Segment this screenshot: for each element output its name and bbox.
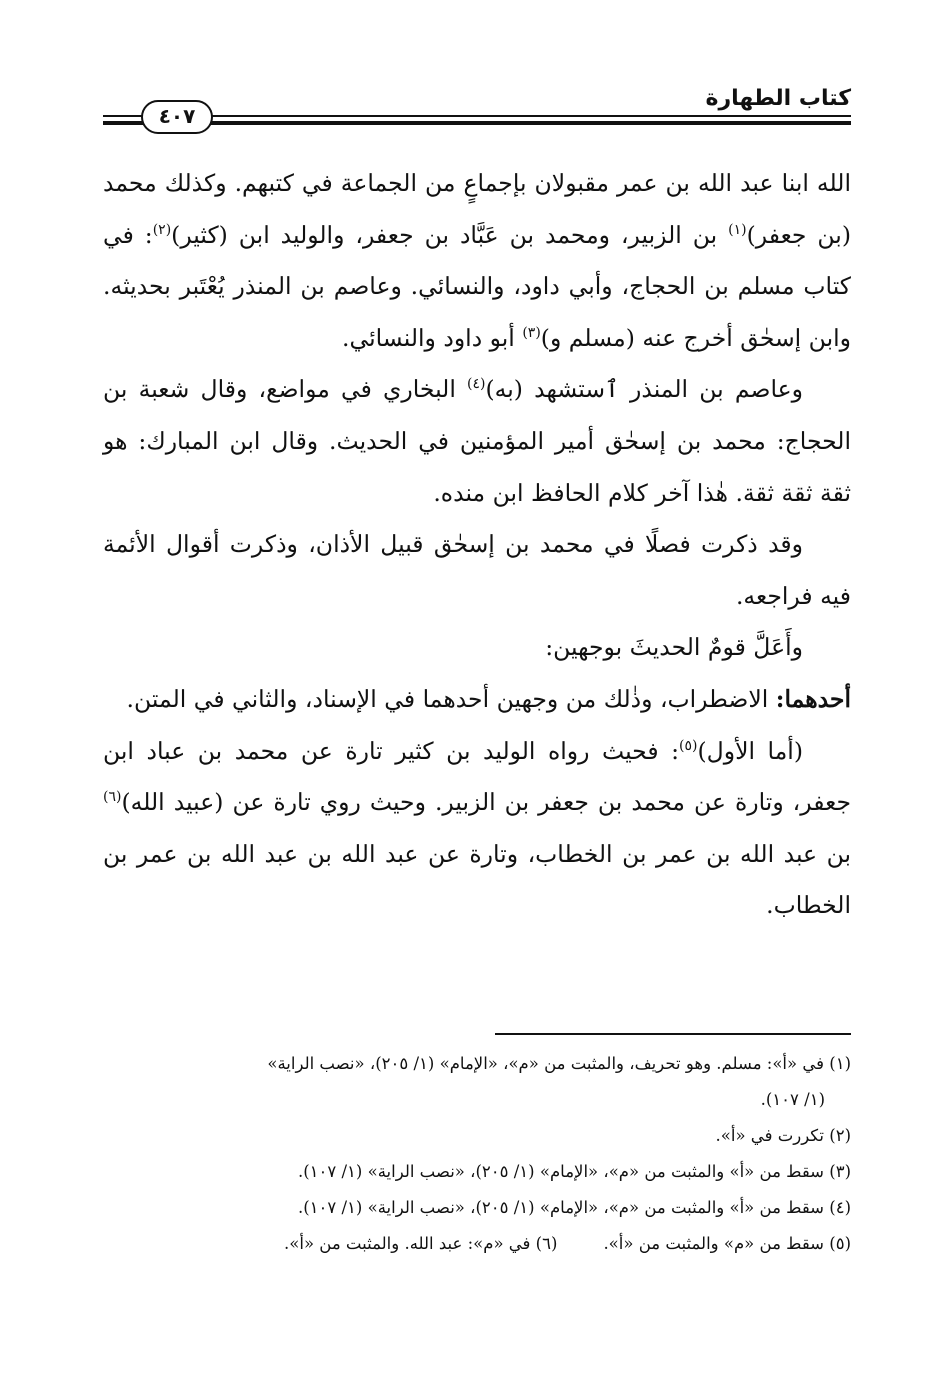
- footnote-6: (٦) في «م»: عبد الله. والمثبت من «أ».: [284, 1234, 558, 1253]
- footnotes: [103, 1046, 851, 1262]
- footnote-separator: [495, 1033, 851, 1035]
- footnote-marker-4: (٤): [467, 376, 486, 393]
- paragraph-5: أحدهما: الاضطراب، وذٰلك من وجهين أحدهما في الإسناد، والثاني في المتن.: [126, 684, 851, 713]
- paragraph-2: وعاصم بن المنذر ٱستشهد (به)$^{(٤)}$ البخاري في مواضع، وقال شعبة بن الحجاج: محمد بن إسحٰق أمير المؤمنين في الحديث. وقال ابن المبارك: هو ثقة ثقة ثقة. هٰذا آخر كلام الحافظ ابن منده.: [103, 375, 851, 507]
- footnote-marker-6: (٦): [103, 789, 122, 806]
- paragraph-6: (أما الأول)$^{(٥)}$: فحيث رواه الوليد بن كثير تارة عن محمد بن عباد ابن جعفر، وتارة عن محمد بن جعفر بن الزبير. وحيث روي تارة عن (عبيد الله)$^{(٦)}$ بن عبد الله بن عمر بن الخطاب، وتارة عن عبد الله بن عبد الله بن عمر بن الخطاب.: [103, 736, 851, 920]
- main-text: [103, 158, 851, 932]
- page-number: ٤٠٧: [141, 100, 213, 134]
- paragraph-1: الله ابنا عبد الله بن عمر مقبولان بإجماعٍ من الجماعة في كتبهم. وكذلك محمد (بن جعفر)$^{(١)}$ بن الزبير، ومحمد بن عَبَّاد بن جعفر، والوليد ابن (كثير)$^{(٢)}$: في كتاب مسلم بن الحجاج، وأبي داود، والنسائي. وعاصم بن المنذر يُعْتَبر بحديثه. وابن إسحٰق أخرج عنه (مسلم و)$^{(٣)}$ أبو داود والنسائي.: [103, 169, 851, 352]
- footnote-1: (١) في «أ»: مسلم. وهو تحريف، والمثبت من «م»، «الإمام» (١/ ٢٠٥)، «نصب الراية»: [267, 1054, 851, 1073]
- footnote-1-continuation: (١/ ١٠٧).: [760, 1090, 825, 1109]
- footnote-4: (٤) سقط من «أ» والمثبت من «م»، «الإمام» (١/ ٢٠٥)، «نصب الراية» (١/ ١٠٧).: [297, 1198, 851, 1217]
- footnote-marker-5: (٥): [679, 737, 698, 754]
- header-rule-thick: [103, 121, 851, 125]
- paragraph-3: وقد ذكرت فصلًا في محمد بن إسحٰق قبيل الأذان، وذكرت أقوال الأئمة فيه فراجعه.: [103, 530, 851, 610]
- first-reason-label: أحدهما:: [775, 684, 851, 713]
- footnote-5-6: [103, 1226, 851, 1262]
- footnote-marker-1: (١): [728, 221, 747, 238]
- footnote-marker-3: (٣): [522, 324, 541, 341]
- footnote-3: (٣) سقط من «أ» والمثبت من «م»، «الإمام» (١/ ٢٠٥)، «نصب الراية» (١/ ١٠٧).: [297, 1162, 851, 1181]
- page-header: [103, 84, 851, 132]
- footnote-5: (٥) سقط من «م» والمثبت من «أ».: [603, 1234, 851, 1253]
- chapter-title: كتاب الطهارة: [705, 86, 851, 111]
- footnote-2: (٢) تكررت في «أ».: [715, 1126, 851, 1145]
- header-rule-thin: [103, 115, 851, 117]
- footnote-marker-2: (٢): [152, 221, 172, 238]
- paragraph-4: وأَعَلَّ قومٌ الحديثَ بوجهين:: [545, 633, 803, 662]
